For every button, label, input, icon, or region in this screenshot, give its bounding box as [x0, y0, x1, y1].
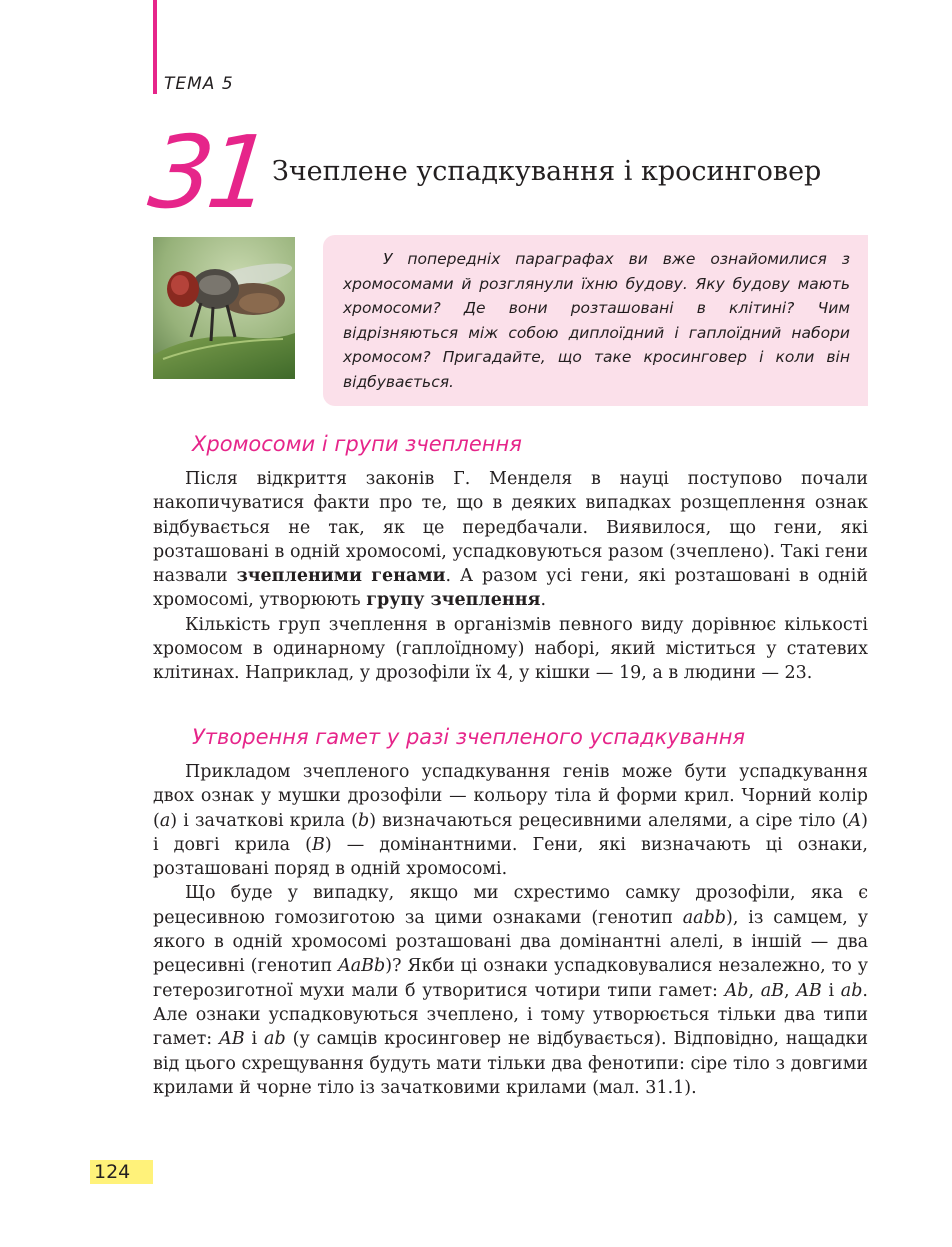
paragraph-title: Зчеплене успадкування і кросинговер	[272, 156, 822, 187]
body-paragraph: Кількість груп зчеплення в організмів певного виду дорівнює кількості хромосом в одинарному (гаплоїдному) наборі, який міститься у статевих клітинах. Наприклад, у дрозофіли їх 4, у кішки — 19, а в людини — 23.	[153, 614, 868, 684]
section-heading-gametes: Утворення гамет у разі зчепленого успадкування	[192, 725, 746, 749]
section-body-gametes	[153, 760, 868, 1100]
topic-accent-bar	[153, 0, 157, 94]
intro-callout	[323, 235, 868, 406]
term-linkage-group: групу зчеплення	[366, 590, 541, 611]
intro-text: У попередніх параграфах ви вже ознайомилися з хромосомами й розглянули їхню будову. Яку будову мають хромосоми? Де вони розташовані в клітині? Чим відрізняються між собою диплоїдний і гаплоїдний набори хромосом? Пригадайте, що таке кросинговер і коли він відбувається.	[343, 250, 850, 391]
body-paragraph: Прикладом зчепленого успадкування генів може бути успадкування двох ознак у мушки дрозофіли — кольору тіла й форми крил. Чорний колір (a) і зачаткові крила (b) визначаються рецесивними алелями, а сіре тіло (A) і довгі крила (B) — домінантними. Гени, які визначають ці ознаки, розташовані поряд в одній хромосомі.	[153, 762, 868, 880]
body-paragraph: Що буде у випадку, якщо ми схрестимо самку дрозофіли, яка є рецесивною гомозиготою за цими ознаками (генотип aabb), із самцем, у якого в одній хромосомі розташовані два домінантні алелі, в іншій — два рецесивні (генотип AaBb)? Якби ці ознаки успадковувалися незалежно, то у гетерозиготної мухи мали б утворитися чотири типи гамет: Ab, aB, AB і ab. Але ознаки успадковуються зчеплено, і тому утворюється тільки два типи гамет: AB і ab (у самців кросинговер не відбувається). Відповідно, нащадки від цього схрещування будуть мати тільки два фенотипи: сіре тіло з довгими крилами й чорне тіло із зачатковими крилами (мал. 31.1).	[153, 883, 868, 1098]
section-body-chromosomes	[153, 467, 868, 686]
page-number: 124	[90, 1160, 153, 1184]
body-paragraph: Після відкриття законів Г. Менделя в науці поступово почали накопичуватися факти про те, що в деяких випадках розщеплення ознак відбувається не так, як це передбачали. Виявилося, що гени, які розташовані в одній хромосомі, успадковуються разом (зчеплено). Такі гени назвали зчепленими генами. А разом усі гени, які розташовані в одній хромосомі, утворюють групу зчеплення.	[153, 469, 868, 611]
term-linked-genes: зчепленими генами	[236, 566, 446, 587]
fly-photo	[153, 237, 295, 379]
paragraph-number: 31	[143, 114, 272, 231]
section-heading-chromosomes: Хромосоми і групи зчеплення	[192, 432, 522, 456]
topic-label: ТЕМА 5	[164, 74, 234, 94]
